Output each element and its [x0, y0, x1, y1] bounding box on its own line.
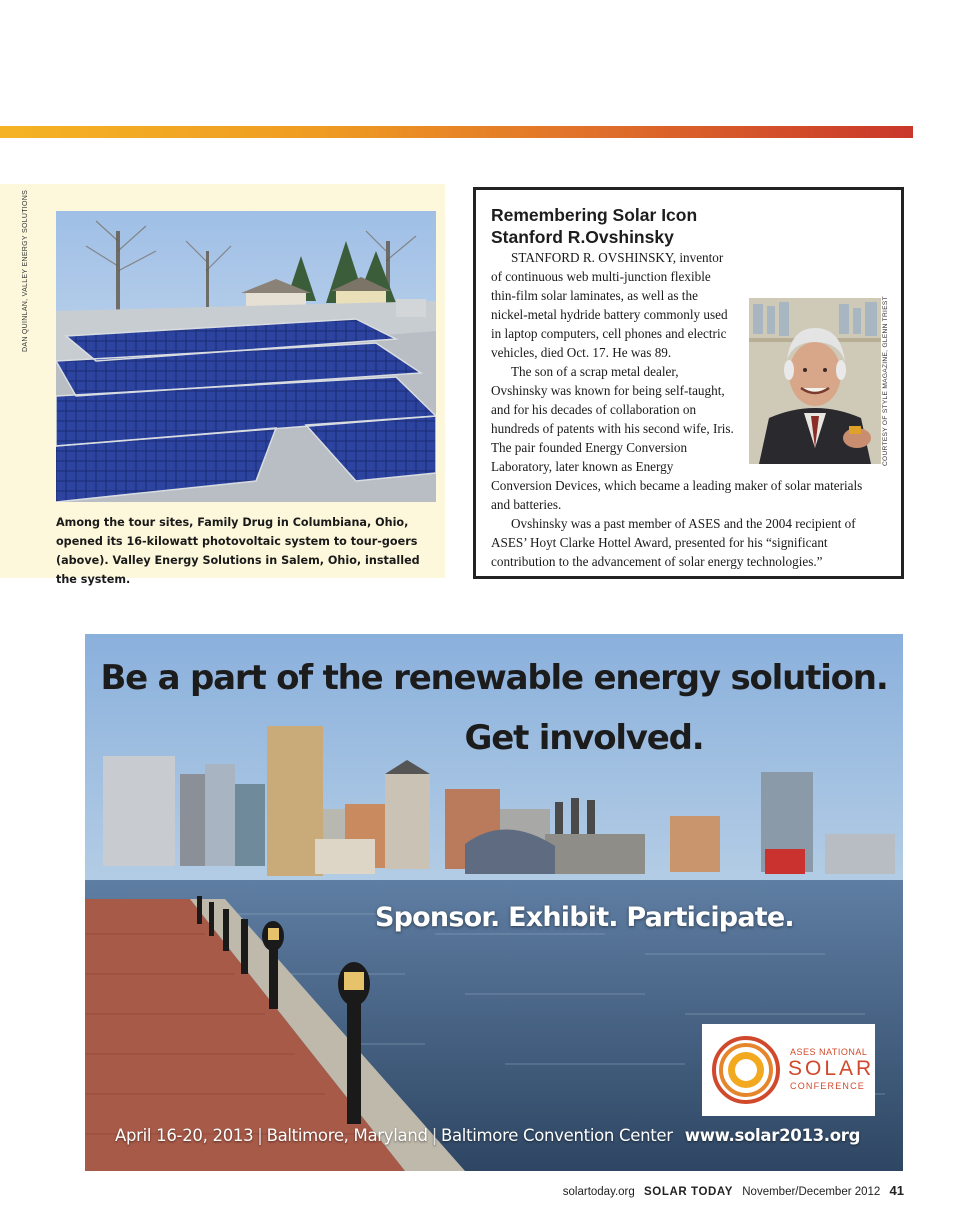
- photo-caption: Among the tour sites, Family Drug in Columbiana, Ohio, opened its 16-kilowatt photovoltaic system to tour-goers (above). Valley Energy Solutions in Salem, Ohio, installed the system.: [56, 516, 420, 586]
- memorial-paragraph: STANFORD R. OVSHINSKY, inventor of continuous web multi-junction flexible thin-film solar laminates, as well as the nickel-metal hydride battery commonly used in laptop computers, cell phones and electric vehicles, died Oct. 17. He was 89.: [491, 250, 728, 360]
- page-number: 41: [889, 1183, 904, 1198]
- logo-line3: CONFERENCE: [790, 1081, 866, 1091]
- memorial-title-line1: Remembering Solar Icon: [491, 205, 698, 225]
- memorial-title-line2: Stanford R.Ovshinsky: [491, 227, 674, 247]
- memorial-paragraph: Ovshinsky was a past member of ASES and the 2004 recipient of ASES’ Hoyt Clarke Hottel Award, presented for his “significant contribution to the advancement of solar energy technologies.”: [491, 516, 856, 569]
- portrait-credit: COURTESY OF STYLE MAGAZINE, GLENN TRIEST: [882, 296, 889, 466]
- solar-rooftop-photo: [56, 211, 436, 502]
- event-dates: April 16-20, 2013: [115, 1126, 254, 1145]
- photo-credit: DAN QUINLAN, VALLEY ENERGY SOLUTIONS: [22, 189, 29, 352]
- page-footer: [563, 1183, 904, 1198]
- ad-event-details: April 16-20, 2013 | Baltimore, Maryland | Baltimore Convention Center www.solar2013.org: [115, 1126, 861, 1145]
- memorial-title: [491, 204, 791, 248]
- sun-logo-icon: [702, 1024, 788, 1116]
- ovshinsky-portrait: [749, 298, 881, 464]
- conference-logo: [702, 1024, 875, 1116]
- ad-call-to-action: Sponsor. Exhibit. Participate.: [375, 902, 794, 933]
- top-color-bar: [0, 126, 913, 138]
- logo-line2: SOLAR: [788, 1057, 875, 1080]
- memorial-paragraph: The son of a scrap metal dealer, Ovshinsky was known for being self-taught, and for his decades of collaboration on hundreds of patents with his second wife, Iris. The pair founded Energy Conversion Laboratory, later known as Energy Conversion Devices, which became a leading maker of solar materials and batteries.: [491, 364, 863, 512]
- ad-headline: Be a part of the renewable energy solution.: [100, 658, 888, 698]
- footer-site: solartoday.org: [562, 1186, 635, 1198]
- event-url-link[interactable]: www.solar2013.org: [684, 1126, 861, 1145]
- logo-line1: ASES NATIONAL: [790, 1047, 868, 1057]
- footer-issue: November/December 2012: [742, 1186, 881, 1198]
- event-venue: Baltimore Convention Center: [440, 1126, 673, 1145]
- ad-headline-2: Get involved.: [464, 718, 704, 758]
- conference-advertisement[interactable]: [85, 634, 903, 1171]
- event-location: Baltimore, Maryland: [266, 1126, 428, 1145]
- footer-magazine: SOLAR TODAY: [644, 1186, 734, 1198]
